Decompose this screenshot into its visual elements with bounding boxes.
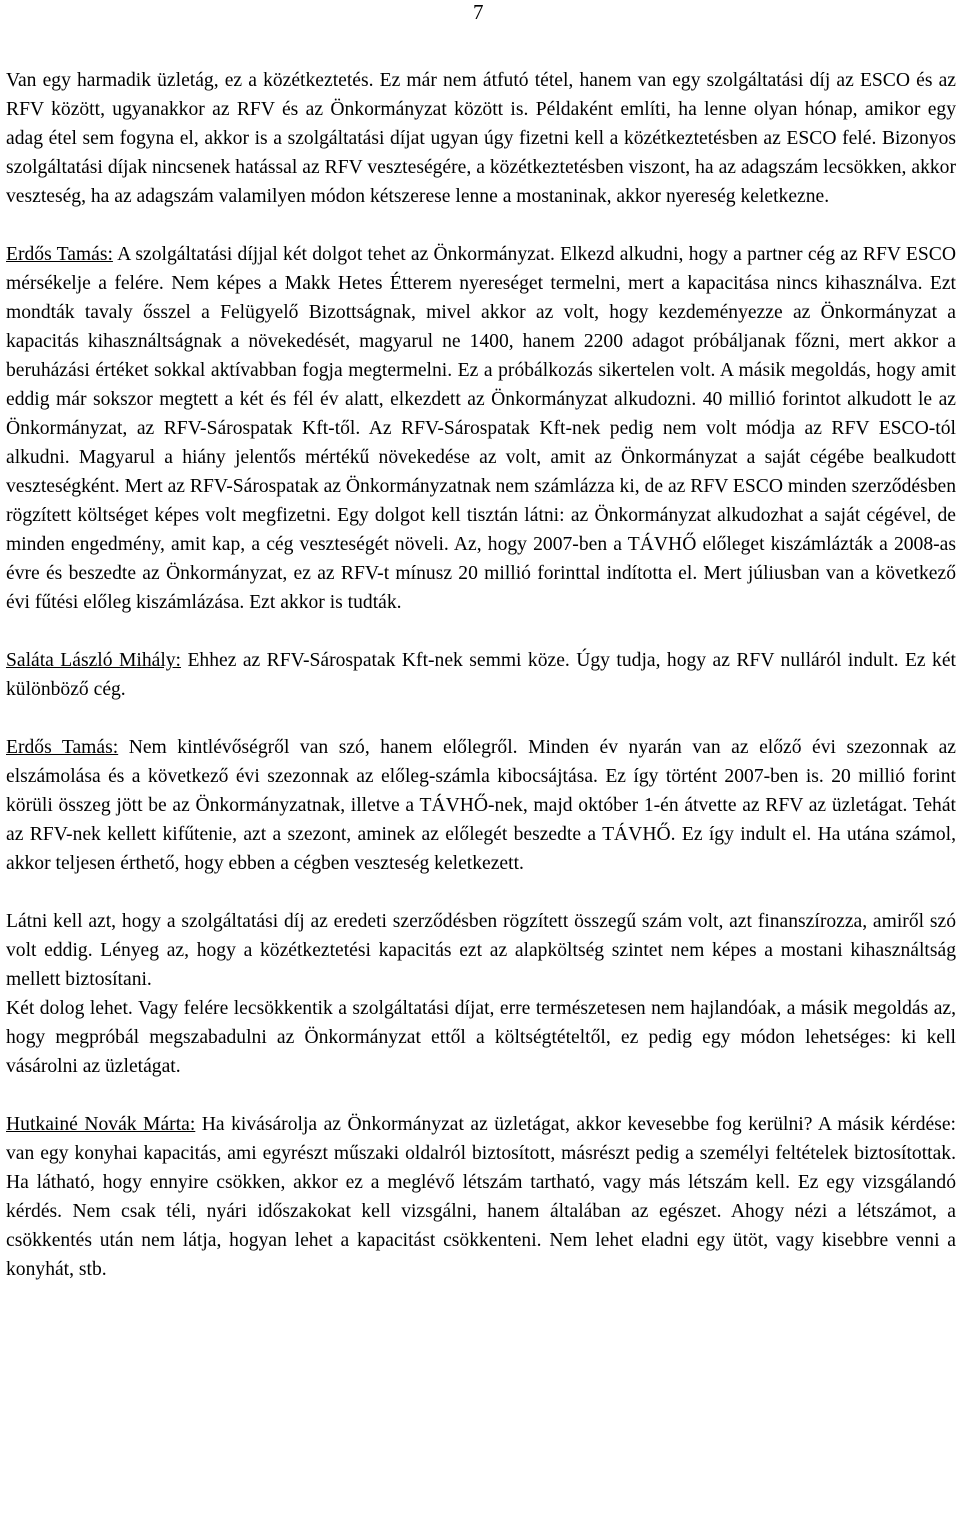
speaker-name: Saláta László Mihály: — [6, 650, 182, 671]
paragraph-text: Nem kintlévőségről van szó, hanem előlegről. Minden év nyarán van az előző évi szezonnak az elszámolása és a következő évi szezonnak az előleg-számla kibocsájtása. Ez így történt 2007-ben is. 20 millió forint körüli összeg jött be az Önkormányzatnak, illetve a TÁVHŐ-nek, majd október 1-én átvette az RFV az üzletágat. Tehát az RFV-nek kellett kifűtenie, azt a szezont, aminek az előlegét beszedte a TÁVHŐ. Ez így indult el. Ha utána számol, akkor teljesen érthető, hogy ebben a cégben veszteség keletkezett. — [6, 737, 956, 874]
document-body — [6, 66, 956, 1284]
paragraph-text: Ehhez az RFV-Sárospatak Kft-nek semmi köze. Úgy tudja, hogy az RFV nulláról indult. Ez két különböző cég. — [6, 650, 956, 700]
speaker-name: Erdős Tamás: — [6, 737, 119, 758]
speaker-name: Hutkainé Novák Márta: — [6, 1114, 196, 1135]
paragraph-text: Ha kivásárolja az Önkormányzat az üzletágat, akkor kevesebbe fog kerülni? A másik kérdése: van egy konyhai kapacitás, ami egyrészt műszaki oldalról biztosított, másrészt pedig a személyi feltételek biztosítottak. Ha látható, hogy ennyire csökken, akkor ez a meglévő létszám tartható, vagy más létszám kell. Ez egy vizsgálandó kérdés. Nem csak téli, nyári időszakokat kell vizsgálni, hanem általában az egészet. Ahogy nézi a létszámot, a csökkentés után nem látja, hogyan lehet a kapacitást csökkenteni. Nem lehet eladni egy ütöt, vagy kisebbre venni a konyhát, stb. — [6, 1114, 956, 1280]
paragraph-text: Van egy harmadik üzletág, ez a közétkeztetés. Ez már nem átfutó tétel, hanem van egy szolgáltatási díj az ESCO és az RFV között, ugyanakkor az RFV és az Önkormányzat között is. Példaként említi, ha lenne olyan hónap, amikor egy adag étel sem fogyna el, akkor is a szolgáltatási díjat ugyan úgy fizetni kell a közétkeztetésben az ESCO felé. Bizonyos szolgáltatási díjak nincsenek hatással az RFV veszteségére, a közétkeztetésben viszont, ha az adagszám lecsökken, akkor veszteség, ha az adagszám valamilyen módon kétszerese lenne a mostaninak, akkor nyereség keletkezne. — [6, 70, 956, 207]
paragraph-two-options — [6, 994, 956, 1081]
paragraph-esco-intro — [6, 66, 956, 211]
paragraph-text: A szolgáltatási díjjal két dolgot tehet az Önkormányzat. Elkezd alkudni, hogy a partner cég az RFV ESCO mérsékelje a felére. Nem képes a Makk Hetes Étterem nyereséget termelni, mert a kapacitása nincs kihasználva. Ezt mondták tavaly ősszel a Felügyelő Bizottságnak, mivel akkor az volt, hogy kezdeményezze az Önkormányzat a kapacitás kihasználtságnak a növekedését, magyarul ne 1400, hanem 2200 adagot próbáljanak főzni, mert akkor a beruházási értéket sokkal aktívabban fogja megtermelni. Ez a próbálkozás sikertelen volt. A másik megoldás, hogy amit eddig már sokszor megtett a két és fél év alatt, elkezdett az Önkormányzat alkudozni. 40 millió forintot alkudott le az Önkormányzat, az RFV-Sárospatak Kft-től. Az RFV-Sárospatak Kft-nek pedig nem volt módja az RFV ESCO-tól alkudni. Magyarul a hiány jelentős mértékű növekedése az volt, amit az Önkormányzat a saját cégébe bealkudott veszteségként. Mert az RFV-Sárospatak az Önkormányzatnak nem számlázza ki, de az RFV ESCO minden szerződésben rögzített költséget képes volt megfizetni. Egy dolgot kell tisztán látni: az Önkormányzat alkudozhat a saját cégével, de minden engedmény, amit kap, a cég veszteségét növeli. Az, hogy 2007-ben a TÁVHŐ előleget kiszámlázták a 2008-as évre és beszedte az Önkormányzat, ez az RFV-t mínusz 20 millió forinttal indította el. Mert júliusban van a következő évi fűtési előleg kiszámlázása. Ezt akkor is tudták. — [6, 244, 957, 613]
paragraph-hutkaine — [6, 1110, 956, 1284]
speaker-name: Erdős Tamás: — [6, 244, 113, 265]
paragraph-erdos-2 — [6, 733, 956, 878]
paragraph-text: Két dolog lehet. Vagy felére lecsökkentik a szolgáltatási díjat, erre természetesen nem hajlandóak, a másik megoldás az, hogy megpróbál megszabadulni az Önkormányzat ettől a költségtételtől, ez pedig egy módon lehetséges: ki kell vásárolni az üzletágat. — [6, 998, 956, 1077]
paragraph-salata — [6, 646, 956, 704]
paragraph-erdos-1 — [6, 240, 956, 617]
page-number: 7 — [473, 0, 484, 24]
paragraph-service-fee — [6, 907, 956, 994]
paragraph-text: Látni kell azt, hogy a szolgáltatási díj az eredeti szerződésben rögzített összegű szám volt, azt finanszírozza, amiről szó volt eddig. Lényeg az, hogy a közétkeztetési kapacitás ezt az alapköltség szintet nem képes a mostani kihasználtság mellett biztosítani. — [6, 911, 956, 990]
